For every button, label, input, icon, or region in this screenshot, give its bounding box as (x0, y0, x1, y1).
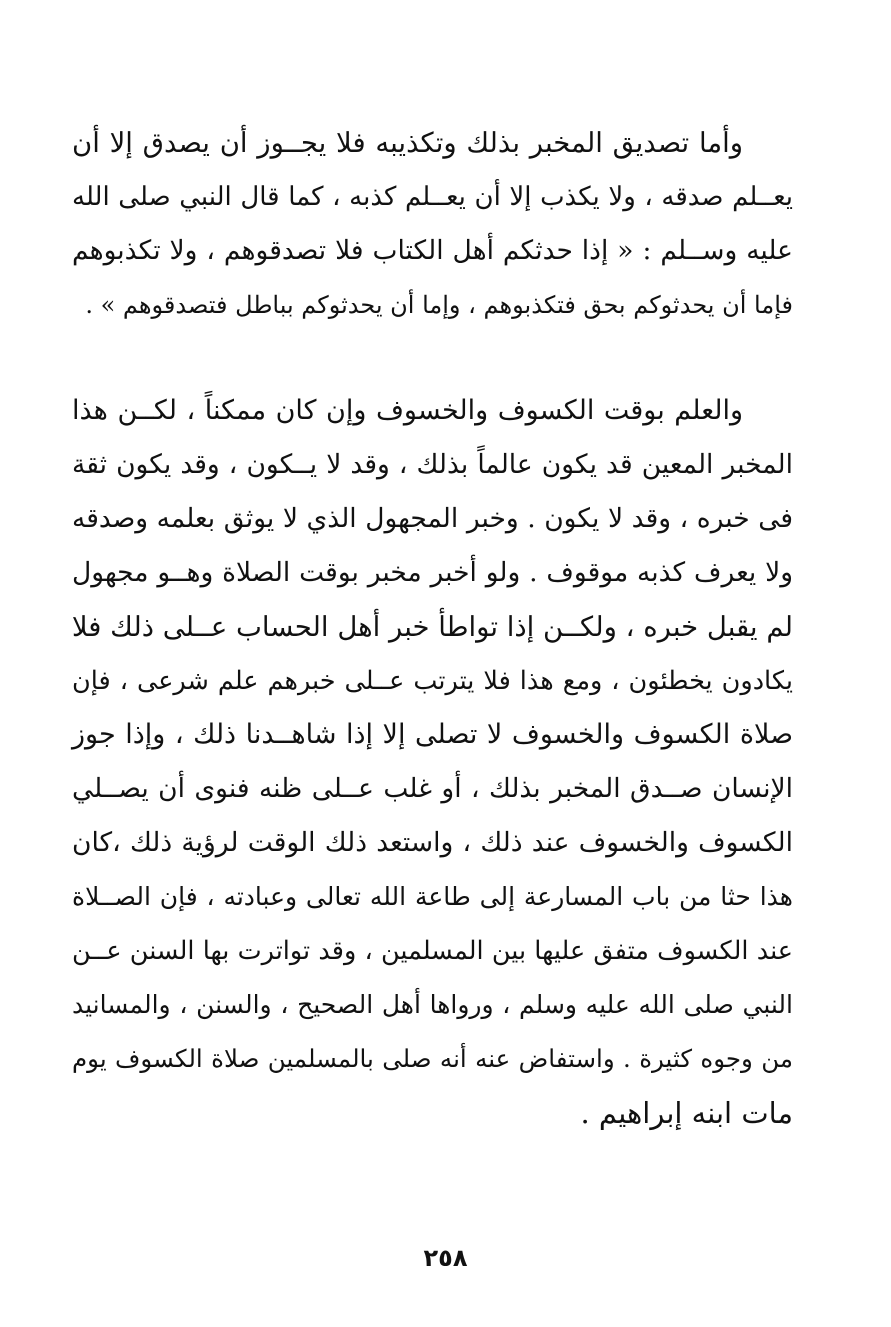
text-line: مات ابنه إبراهيم . (580, 1096, 793, 1130)
text-line: النبي صلى الله عليه وسلم ، ورواها أهل الصحيح ، والسنن ، والمسانيد (72, 990, 793, 1019)
paragraph-1 (72, 116, 793, 332)
text-line: لم يقبل خبره ، ولكــن إذا تواطأ خبر أهل الحساب عــلى ذلك فلا (71, 611, 793, 643)
text-line: فى خبره ، وقد لا يكون . وخبر المجهول الذي لا يوثق بعلمه وصدقه (72, 503, 793, 534)
text-line: المخبر المعين قد يكون عالماً بذلك ، وقد لا يــكون ، وقد يكون ثقة (72, 449, 793, 480)
text-line: من وجوه كثيرة . واستفاض عنه أنه صلى بالمسلمين صلاة الكسوف يوم (72, 1044, 793, 1073)
text-line: عند الكسوف متفق عليها بين المسلمين ، وقد تواترت بها السنن عــن (72, 936, 793, 966)
text-line: صلاة الكسوف والخسوف لا تصلى إلا إذا شاهــدنا ذلك ، وإذا جوز (72, 719, 793, 750)
text-line: يعــلم صدقه ، ولا يكذب إلا أن يعــلم كذبه ، كما قال النبي صلى الله (72, 182, 793, 212)
paragraph-2 (72, 384, 793, 1140)
text-line: وأما تصديق المخبر بذلك وتكذيبه فلا يجــوز أن يصدق إلا أن (72, 127, 743, 159)
text-line: يكادون يخطئون ، ومع هذا فلا يترتب عــلى خبرهم علم شرعى ، فإن (72, 666, 793, 696)
text-line: عليه وســلم : « إذا حدثكم أهل الكتاب فلا تصدقوهم ، ولا تكذبوهم (72, 235, 793, 266)
text-line: ولا يعرف كذبه موقوف . ولو أخبر مخبر بوقت الصلاة وهــو مجهول (72, 557, 793, 588)
text-line: هذا حثا من باب المسارعة إلى طاعة الله تعالى وعبادته ، فإن الصــلاة (72, 882, 793, 911)
text-line: والعلم بوقت الكسوف والخسوف وإن كان ممكناً ، لكــن هذا (72, 395, 743, 426)
page-number: ٢٥٨ (423, 1244, 468, 1272)
text-line: الإنسان صــدق المخبر بذلك ، أو غلب عــلى ظنه فنوى أن يصــلي (72, 773, 793, 804)
text-line: فإما أن يحدثوكم بحق فتكذبوهم ، وإما أن يحدثوكم بباطل فتصدقوهم » . (85, 291, 793, 319)
text-line: الكسوف والخسوف عند ذلك ، واستعد ذلك الوقت لرؤية ذلك ،كان (72, 827, 793, 858)
